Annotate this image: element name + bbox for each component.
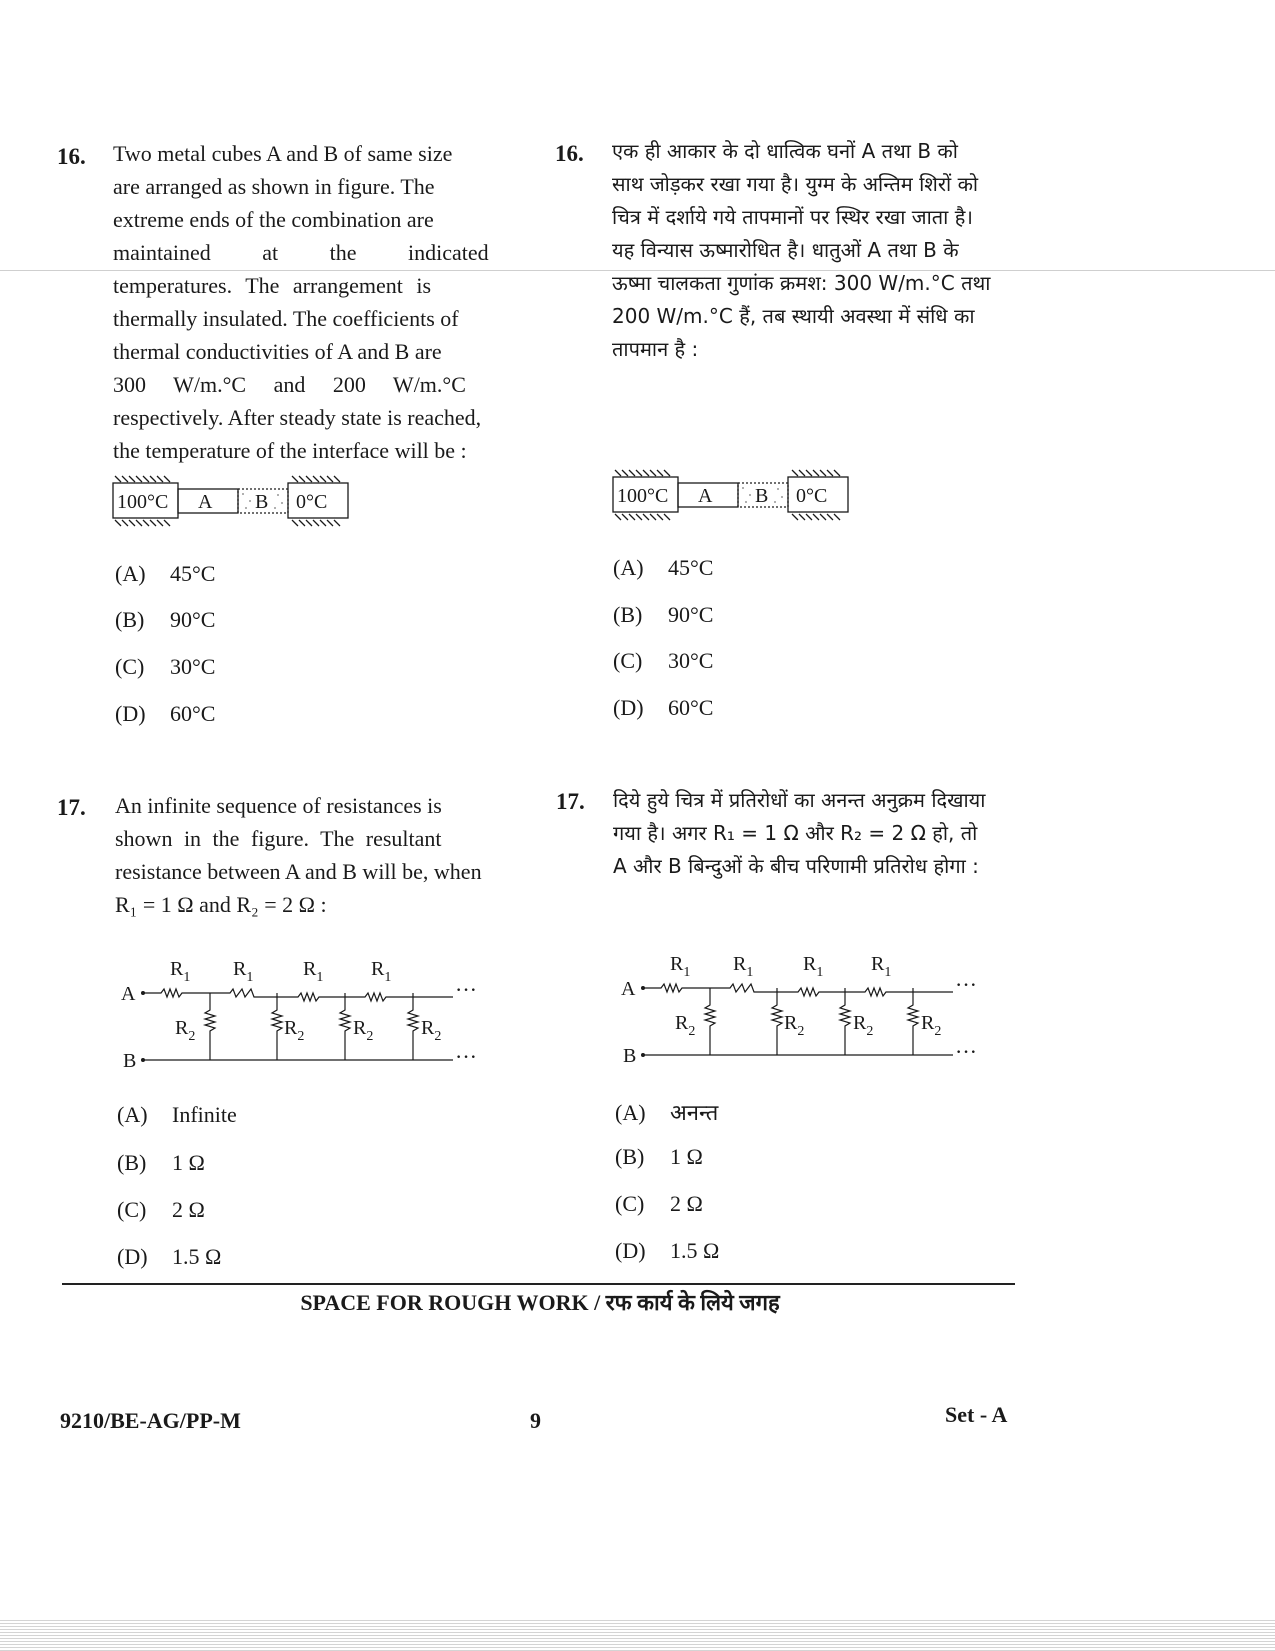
r-letter: R (853, 1012, 867, 1034)
q16-number-hi: 16. (555, 141, 584, 166)
option-text: 45°C (170, 561, 216, 586)
q17-text-hi (613, 784, 1073, 883)
option-text: 30°C (668, 648, 714, 673)
option-label: (A) (615, 1100, 646, 1125)
q16-fig-block-b: B (755, 485, 769, 507)
q17-number-hi: 17. (556, 789, 585, 814)
q17-dots-top: ··· (455, 977, 477, 1002)
q16-en-line: maintained at the indicated (113, 240, 489, 265)
q17-option-b-hi[interactable] (615, 1144, 703, 1170)
q16-option-d-hi[interactable] (613, 695, 713, 721)
page-number: 9 (530, 1408, 541, 1433)
r-sub: 2 (297, 1029, 305, 1044)
option-label: (A) (115, 561, 146, 586)
q16-text-hi (612, 135, 1072, 366)
q16-number-en: 16. (57, 144, 86, 169)
option-label: (C) (117, 1197, 147, 1222)
scan-band (0, 1620, 1275, 1651)
q16-en-line: extreme ends of the combination are (113, 207, 434, 232)
q17-option-b-en[interactable] (117, 1150, 205, 1176)
q16-hi-line: एक ही आकार के दो धात्विक घनों A तथा B को (612, 139, 958, 163)
q16-option-a-hi[interactable] (613, 555, 713, 581)
q16-figure-hi (610, 464, 870, 536)
r-sub: 2 (188, 1029, 196, 1044)
option-label: (B) (117, 1150, 147, 1175)
q16-en-line: thermally insulated. The coefficients of (113, 306, 459, 331)
q17-option-a-hi[interactable] (615, 1097, 718, 1127)
option-label: (B) (615, 1144, 645, 1169)
q17-label-r1 (670, 953, 690, 980)
q17-node-b: B (123, 1050, 137, 1072)
option-text: 1 Ω (172, 1150, 205, 1175)
q17-option-a-en[interactable] (117, 1102, 237, 1128)
q16-option-b-en[interactable] (115, 607, 215, 633)
option-label: (C) (115, 654, 145, 679)
r-letter: R (303, 958, 317, 980)
r-letter: R (371, 958, 385, 980)
q16-fig-block-a: A (198, 491, 213, 513)
q17-label-r1 (303, 958, 323, 985)
option-text: अनन्त (670, 1101, 719, 1126)
option-label: (A) (117, 1102, 148, 1127)
q16-hi-line: ऊष्मा चालकता गुणांक क्रमश: 300 W/m.°C तथा (612, 271, 991, 295)
q16-fig-left-temp: 100°C (617, 485, 669, 507)
option-label: (B) (115, 607, 145, 632)
option-text: 1.5 Ω (172, 1244, 222, 1269)
r-letter: R (871, 953, 885, 975)
q17-dots-top: ··· (955, 972, 977, 997)
q17-en-line: An infinite sequence of resistances is (115, 793, 442, 818)
q17-circuit-en (115, 948, 485, 1073)
q17-label-r1 (170, 958, 190, 985)
option-label: (D) (115, 701, 146, 726)
r-letter: R (353, 1017, 367, 1039)
option-text: 1.5 Ω (670, 1238, 720, 1263)
r-sub: 1 (683, 965, 691, 980)
q17-en-line: resistance between A and B will be, when (115, 859, 482, 884)
q17-number-en: 17. (57, 795, 86, 820)
q16-option-c-en[interactable] (115, 654, 215, 680)
r-letter: R (803, 953, 817, 975)
q17-label-r1 (233, 958, 253, 985)
option-text: 60°C (668, 695, 714, 720)
option-label: (D) (615, 1238, 646, 1263)
r-sub: 2 (866, 1024, 874, 1039)
r-sub: 2 (688, 1024, 696, 1039)
q16-hi-line: साथ जोड़कर रखा गया है। युग्म के अन्तिम शिरों को (612, 172, 979, 196)
option-label: (D) (117, 1244, 148, 1269)
option-text: 2 Ω (172, 1197, 205, 1222)
q16-fig-right-temp: 0°C (796, 485, 828, 507)
q16-option-a-en[interactable] (115, 561, 215, 587)
option-label: (A) (613, 555, 644, 580)
q17-label-r2 (784, 1012, 804, 1039)
q17-option-c-hi[interactable] (615, 1191, 703, 1217)
r-letter: R (170, 958, 184, 980)
paper-code: 9210/BE-AG/PP-M (60, 1408, 241, 1433)
q17-label-r2 (421, 1017, 441, 1044)
option-text: 90°C (668, 602, 714, 627)
option-label: (B) (613, 602, 643, 627)
q17-dots-bottom: ··· (455, 1044, 477, 1069)
q16-fig-block-b: B (255, 491, 269, 513)
q17-hi-line: गया है। अगर R₁ = 1 Ω और R₂ = 2 Ω हो, तो (613, 821, 978, 845)
q16-en-line: Two metal cubes A and B of same size (113, 141, 453, 166)
q16-hi-line: तापमान है : (612, 337, 699, 361)
q17-label-r2 (853, 1012, 873, 1039)
q17-label-r1 (733, 953, 753, 980)
q17-node-b: B (623, 1045, 637, 1067)
r-letter: R (675, 1012, 689, 1034)
q16-en-line: are arranged as shown in figure. The (113, 174, 435, 199)
q17-node-a: A (621, 978, 636, 1000)
q16-en-line: thermal conductivities of A and B are (113, 339, 442, 364)
q17-en-line: shown in the figure. The resultant (115, 826, 442, 851)
q16-hi-line: यह विन्यास ऊष्मारोधित है। धातुओं A तथा B के (612, 238, 959, 262)
q16-fig-block-a: A (698, 485, 713, 507)
q17-label-r1 (803, 953, 823, 980)
r-sub: 1 (246, 970, 254, 985)
q16-option-c-hi[interactable] (613, 648, 713, 674)
r-sub: 1 (316, 970, 324, 985)
q16-text-en (113, 137, 511, 467)
set-label: Set - A (945, 1402, 1008, 1427)
q16-en-line: respectively. After steady state is reached, (113, 405, 482, 430)
r-letter: R (421, 1017, 435, 1039)
q16-fig-right-temp: 0°C (296, 491, 328, 513)
r-sub: 1 (884, 965, 892, 980)
r-sub: 2 (366, 1029, 374, 1044)
option-label: (C) (613, 648, 643, 673)
r-letter: R (175, 1017, 189, 1039)
r-letter: R (233, 958, 247, 980)
q16-option-d-en[interactable] (115, 701, 215, 727)
q17-text-en (115, 789, 515, 921)
r-letter: R (784, 1012, 798, 1034)
q17-label-r2 (284, 1017, 304, 1044)
rough-work-heading: SPACE FOR ROUGH WORK / रफ कार्य के लिये जगह (300, 1290, 780, 1315)
q17-label-r2 (675, 1012, 695, 1039)
q16-fig-left-temp: 100°C (117, 491, 169, 513)
q17-circuit-hi (615, 943, 985, 1068)
q17-option-d-en[interactable] (117, 1244, 221, 1270)
q16-option-b-hi[interactable] (613, 602, 713, 628)
q17-hi-line: दिये हुये चित्र में प्रतिरोधों का अनन्त अनुक्रम दिखाया (613, 788, 986, 812)
r-sub: 1 (384, 970, 392, 985)
option-label: (D) (613, 695, 644, 720)
option-text: 1 Ω (670, 1144, 703, 1169)
q16-hi-line: 200 W/m.°C हैं, तब स्थायी अवस्था में संधि का (612, 304, 975, 328)
r-sub: 1 (183, 970, 191, 985)
r-sub: 1 (816, 965, 824, 980)
q17-label-r2 (921, 1012, 941, 1039)
q16-figure-en (110, 470, 370, 542)
q16-en-line: temperatures. The arrangement is (113, 273, 432, 298)
q17-en-line: R₁ = 1 Ω and R₂ = 2 Ω : (115, 892, 327, 917)
q17-label-r2 (175, 1017, 195, 1044)
r-letter: R (733, 953, 747, 975)
q17-label-r1 (371, 958, 391, 985)
option-text: 30°C (170, 654, 216, 679)
q17-label-r1 (871, 953, 891, 980)
rough-work-divider (62, 1283, 1015, 1285)
q17-node-a: A (121, 983, 136, 1005)
option-label: (C) (615, 1191, 645, 1216)
q17-option-c-en[interactable] (117, 1197, 205, 1223)
r-sub: 2 (797, 1024, 805, 1039)
r-sub: 2 (934, 1024, 942, 1039)
q17-dots-bottom: ··· (955, 1039, 977, 1064)
q17-label-r2 (353, 1017, 373, 1044)
q16-en-line: 300 W/m.°C and 200 W/m.°C (113, 372, 466, 397)
r-letter: R (670, 953, 684, 975)
q17-option-d-hi[interactable] (615, 1238, 719, 1264)
r-letter: R (921, 1012, 935, 1034)
r-sub: 1 (746, 965, 754, 980)
r-letter: R (284, 1017, 298, 1039)
option-text: 45°C (668, 555, 714, 580)
r-sub: 2 (434, 1029, 442, 1044)
option-text: 60°C (170, 701, 216, 726)
q16-hi-line: चित्र में दर्शाये गये तापमानों पर स्थिर रखा जाता है। (612, 205, 973, 229)
q16-en-line: the temperature of the interface will be : (113, 438, 467, 463)
q17-hi-line: A और B बिन्दुओं के बीच परिणामी प्रतिरोध होगा : (613, 854, 979, 878)
option-text: 90°C (170, 607, 216, 632)
option-text: Infinite (172, 1102, 237, 1127)
option-text: 2 Ω (670, 1191, 703, 1216)
